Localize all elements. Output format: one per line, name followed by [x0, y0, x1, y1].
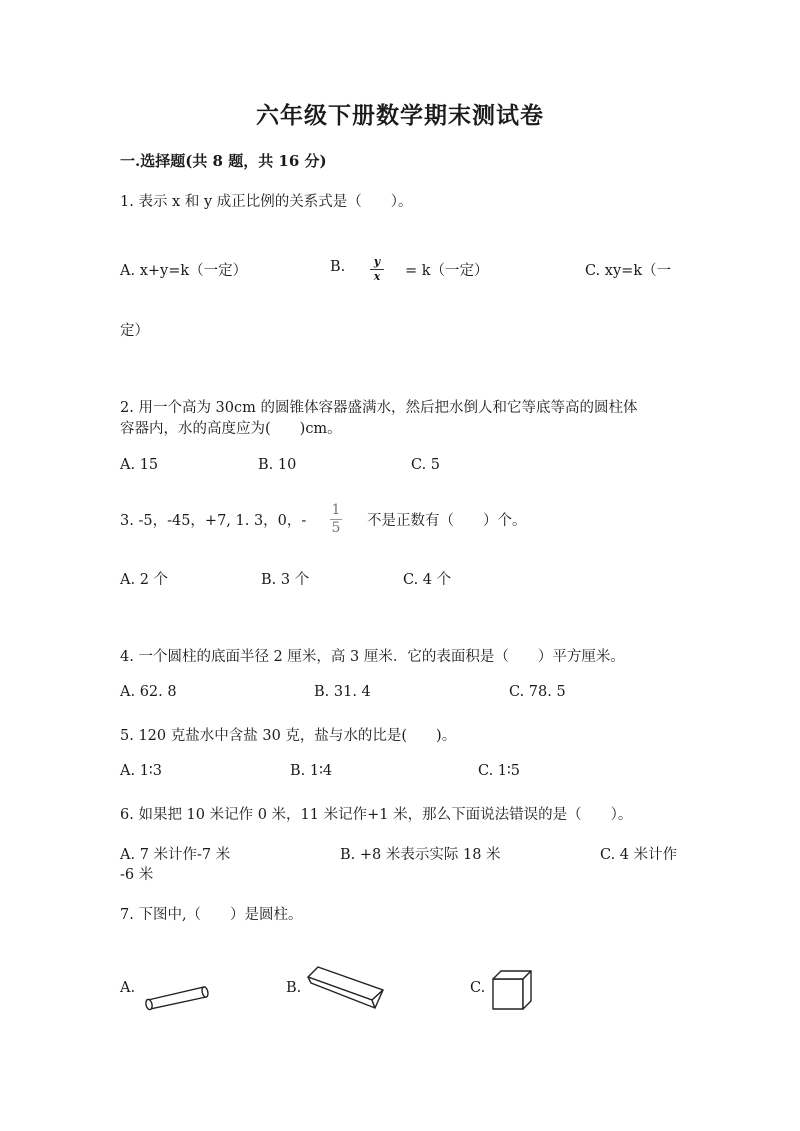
- page-title: 六年级下册数学期末测试卷: [256, 102, 544, 129]
- question-3-fraction: [330, 503, 342, 536]
- question-3-stem-post: 不是正数有（ ）个。: [367, 513, 527, 529]
- question-4-option-c: C. 78. 5: [509, 684, 566, 700]
- question-2-option-a: A. 15: [120, 457, 159, 473]
- question-7-option-b-label: B.: [286, 980, 302, 996]
- question-5-option-b: B. 1∶4: [290, 763, 333, 779]
- question-2-option-b: B. 10: [258, 457, 297, 473]
- fraction-denominator: 5: [331, 520, 341, 536]
- question-3-option-b: B. 3 个: [261, 572, 310, 588]
- question-6-option-b: B. +8 米表示实际 18 米: [340, 847, 501, 863]
- question-6-option-a: A. 7 米计作-7 米: [120, 847, 231, 863]
- question-5-stem: 5. 120 克盐水中含盐 30 克，盐与水的比是( )。: [120, 728, 457, 744]
- question-3-option-c: C. 4 个: [403, 572, 452, 588]
- question-6-stem: 6. 如果把 10 米记作 0 米，11 米记作+1 米，那么下面说法错误的是（ ）。: [120, 807, 633, 823]
- question-2-stem-line2: 容器内，水的高度应为( )cm。: [120, 421, 342, 437]
- cylinder-rod-figure: [140, 982, 215, 1012]
- cube-figure: [490, 968, 535, 1013]
- question-1-option-b-tail: = k（一定）: [405, 263, 489, 279]
- question-1-option-c-line1: C. xy=k（一: [585, 263, 672, 279]
- fraction-denominator: x: [373, 270, 381, 283]
- question-6-option-c-line1: C. 4 米计作: [600, 847, 678, 863]
- question-1-option-b-fraction: [370, 256, 384, 283]
- section-heading: 一.选择题(共 8 题，共 16 分): [120, 152, 327, 170]
- question-4-option-b: B. 31. 4: [314, 684, 371, 700]
- question-3-stem-pre: 3. -5，-45，+7, 1. 3，0，-: [120, 513, 307, 529]
- question-4-stem: 4. 一个圆柱的底面半径 2 厘米，高 3 厘米．它的表面积是（ ）平方厘米。: [120, 649, 625, 665]
- question-1-option-c-line2: 定）: [120, 323, 149, 339]
- question-7-stem: 7. 下图中,（ ）是圆柱。: [120, 907, 303, 923]
- triangular-prism-figure: [305, 962, 385, 1012]
- question-1-stem: 1. 表示 x 和 y 成正比例的关系式是（ ）。: [120, 194, 413, 210]
- fraction-numerator: y: [373, 255, 381, 268]
- question-5-option-c: C. 1∶5: [478, 763, 521, 779]
- question-6-option-c-line2: -6 米: [120, 867, 154, 883]
- question-7-option-a-label: A.: [120, 980, 136, 996]
- question-2-option-c: C. 5: [411, 457, 441, 473]
- question-5-option-a: A. 1∶3: [120, 763, 162, 779]
- question-1-option-b-label: B.: [330, 259, 346, 275]
- question-1-option-a: A. x+y=k（一定）: [120, 263, 248, 279]
- question-7-option-c-label: C.: [470, 980, 486, 996]
- question-2-stem-line1: 2. 用一个高为 30cm 的圆锥体容器盛满水，然后把水倒人和它等底等高的圆柱体: [120, 400, 638, 416]
- question-3-option-a: A. 2 个: [120, 572, 169, 588]
- fraction-numerator: 1: [331, 502, 341, 518]
- question-4-option-a: A. 62. 8: [120, 684, 177, 700]
